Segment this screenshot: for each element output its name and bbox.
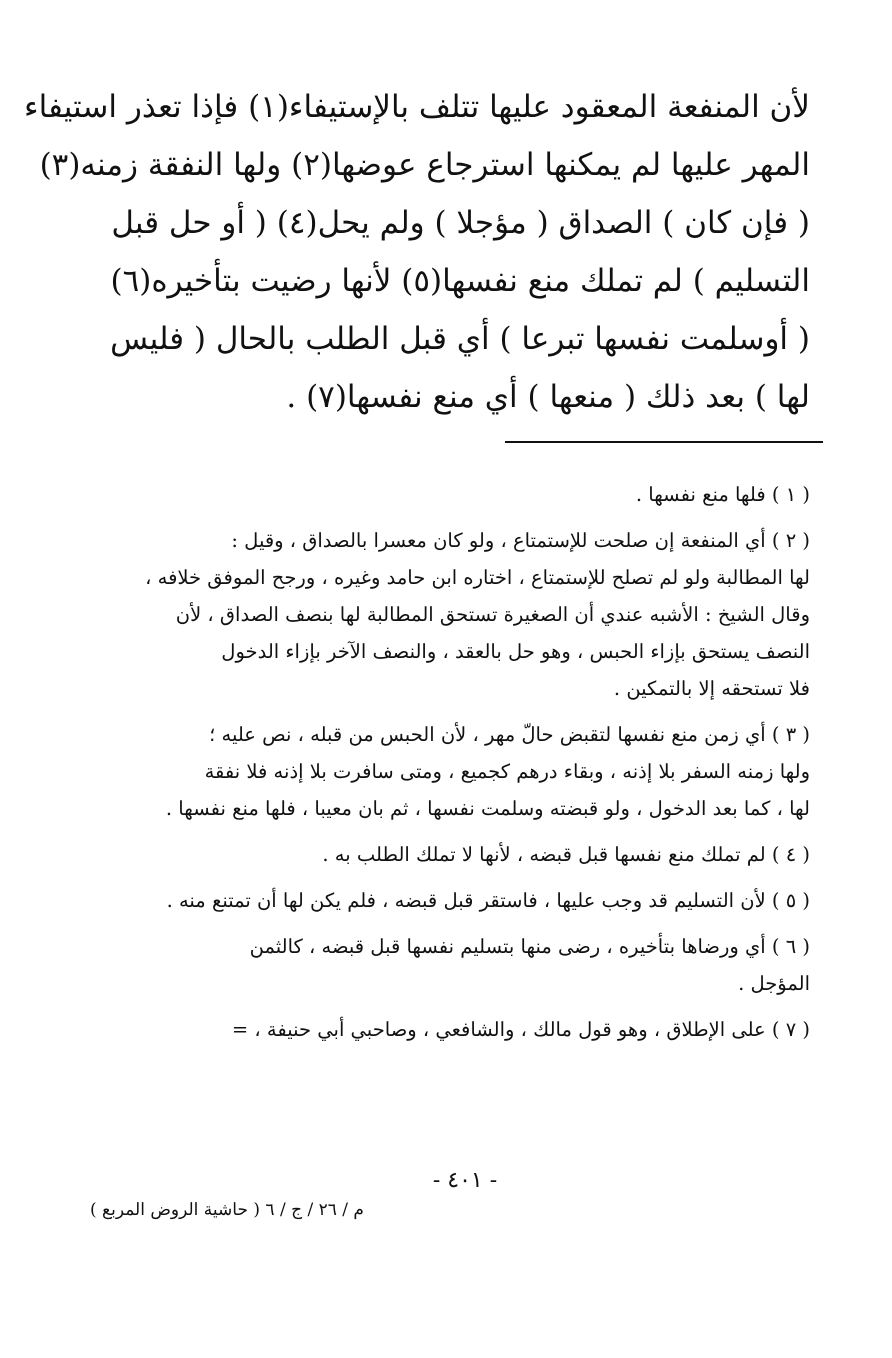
footnote-line: ولها زمنه السفر بلا إذنه ، وبقاء درهم كجميع ، ومتى سافرت بلا إذنه فلا نفقة xyxy=(204,760,810,783)
main-text-line: المهر عليها لم يمكنها استرجاع عوضها(٢) ولها النفقة زمنه(٣) xyxy=(39,147,810,183)
footnote-line: ( ٢ ) أي المنفعة إن صلحت للإستمتاع ، ولو كان معسرا بالصداق ، وقيل : xyxy=(231,529,810,552)
footnote-line: ( ٦ ) أي ورضاها بتأخيره ، رضى منها بتسليم نفسها قبل قبضه ، كالثمن xyxy=(249,935,810,958)
footnote-5 xyxy=(95,882,810,919)
main-text-line: التسليم ) لم تملك منع نفسها(٥) لأنها رضيت بتأخيره(٦) xyxy=(110,263,810,299)
footnote-line: ( ٧ ) على الإطلاق ، وهو قول مالك ، والشافعي ، وصاحبي أبي حنيفة ، = xyxy=(231,1018,810,1041)
main-text-line: لأن المنفعة المعقود عليها تتلف بالإستيفاء(١) فإذا تعذر استيفاء xyxy=(24,89,810,125)
footnote-7 xyxy=(95,1011,810,1048)
footnote-1 xyxy=(95,476,810,513)
footnote-line: المؤجل . xyxy=(738,972,810,995)
footnote-line: لها ، كما بعد الدخول ، ولو قبضته وسلمت نفسها ، ثم بان معيبا ، فلها منع نفسها . xyxy=(165,797,810,820)
footnote-line: ( ٥ ) لأن التسليم قد وجب عليها ، فاستقر قبل قبضه ، فلم يكن لها أن تمتنع منه . xyxy=(166,889,810,912)
main-text-line: لها ) بعد ذلك ( منعها ) أي منع نفسها(٧) . xyxy=(286,379,810,415)
footnote-line: وقال الشيخ : الأشبه عندي أن الصغيرة تستحق المطالبة لها بنصف الصداق ، لأن xyxy=(175,603,810,626)
footnote-line: ( ٣ ) أي زمن منع نفسها لتقبض حالّ مهر ، لأن الحبس من قبله ، نص عليه ؛ xyxy=(209,723,810,746)
footnote-line: ( ١ ) فلها منع نفسها . xyxy=(635,483,810,506)
footnotes xyxy=(95,476,810,1048)
main-text-line: ( أوسلمت نفسها تبرعا ) أي قبل الطلب بالحال ( فليس xyxy=(110,321,810,357)
footnote-separator xyxy=(505,441,823,443)
book-signature: م / ٢٦ / ج / ٦ ( حاشية الروض المربع ) xyxy=(90,1200,364,1220)
footnote-line: النصف يستحق بإزاء الحبس ، وهو حل بالعقد ، والنصف الآخر بإزاء الدخول xyxy=(221,640,810,663)
footnote-line: لها المطالبة ولو لم تصلح للإستمتاع ، اختاره ابن حامد وغيره ، ورجح الموفق خلافه ، xyxy=(145,566,810,589)
footnote-6 xyxy=(95,928,810,1002)
footnote-line: ( ٤ ) لم تملك منع نفسها قبل قبضه ، لأنها لا تملك الطلب به . xyxy=(322,843,810,866)
main-text xyxy=(24,78,810,426)
page-number: - ٤٠١ - xyxy=(432,1168,498,1193)
footnote-3 xyxy=(95,716,810,827)
footnote-2 xyxy=(95,522,810,707)
footnote-line: فلا تستحقه إلا بالتمكين . xyxy=(613,677,810,700)
footnote-4 xyxy=(95,836,810,873)
main-text-line: ( فإن كان ) الصداق ( مؤجلا ) ولم يحل(٤) ( أو حل قبل xyxy=(111,205,810,241)
